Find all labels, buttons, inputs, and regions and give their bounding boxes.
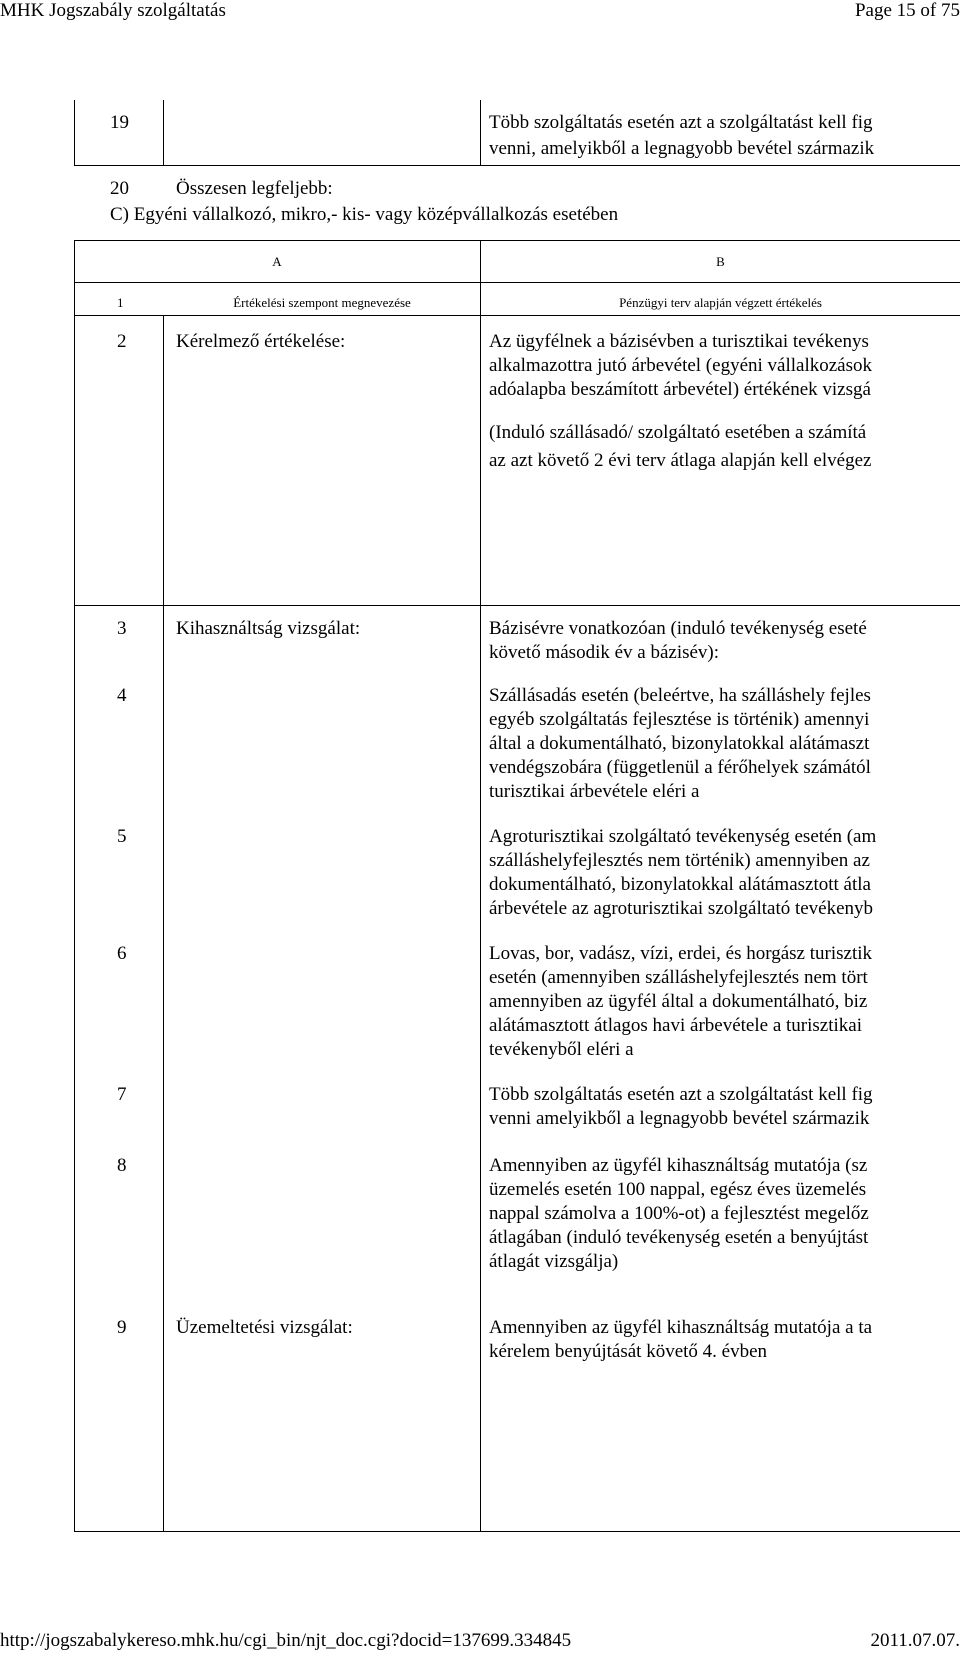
row-text-line: (Induló szállásadó/ szolgáltató esetében a számítá — [489, 422, 867, 443]
row-text-line: Agroturisztikai szolgáltató tevékenység esetén (am — [489, 826, 877, 847]
row-number: 7 — [117, 1084, 127, 1105]
table-border-left — [74, 240, 75, 1532]
table-col-divider — [163, 315, 164, 1532]
table-row-divider — [74, 165, 960, 166]
table-border-left — [74, 100, 75, 166]
section-title: C) Egyéni vállalkozó, mikro,- kis- vagy középvállalkozás esetében — [110, 204, 619, 225]
row-description — [489, 330, 960, 402]
print-date: 2011.07.07. — [870, 1630, 960, 1651]
table-border-bottom — [74, 1531, 960, 1532]
column-header-a: A — [272, 254, 282, 269]
column-header-b: B — [716, 254, 725, 269]
row-description — [489, 1316, 960, 1364]
row-text-line: átlagát vizsgálja) — [489, 1251, 619, 1272]
table-border-top — [74, 240, 960, 241]
row-description — [489, 1083, 960, 1131]
row-text-line: venni amelyikből a legnagyobb bevétel származik — [489, 1108, 870, 1129]
row-text-line: szálláshelyfejlesztés nem történik) amennyiben az — [489, 850, 870, 871]
row-text-line: amennyiben az ügyfél által a dokumentálható, biz — [489, 991, 868, 1012]
row-number: 19 — [110, 112, 129, 133]
row-number: 1 — [117, 295, 124, 310]
row-number: 9 — [117, 1317, 127, 1338]
row-number: 20 — [110, 178, 129, 199]
row-note — [489, 421, 960, 473]
page-header-title: MHK Jogszabály szolgáltatás — [0, 0, 226, 21]
table-row-divider — [74, 605, 960, 606]
row-description — [489, 617, 960, 665]
row-text-line: Amennyiben az ügyfél kihasználtság mutatója (sz — [489, 1155, 868, 1176]
row-label: Kérelmező értékelése: — [176, 331, 346, 352]
row-number: 5 — [117, 826, 127, 847]
row-text-line: adóalapba beszámított árbevétel) értékének vizsgá — [489, 379, 871, 400]
row-text-line: egyéb szolgáltatás fejlesztése is történik) amennyi — [489, 709, 870, 730]
row-text-line: követő második év a bázisév): — [489, 642, 720, 663]
row-number: 3 — [117, 618, 127, 639]
row-text-line: árbevétele az agroturisztikai szolgáltató tevékenyb — [489, 898, 874, 919]
row-description — [489, 1154, 960, 1274]
row-number: 4 — [117, 685, 127, 706]
row-text-line: kérelem benyújtását követő 4. évben — [489, 1341, 768, 1362]
row-text-line: tevékenyből eléri a — [489, 1039, 634, 1060]
table-col-divider — [480, 100, 481, 166]
row-description — [489, 942, 960, 1062]
table-row-divider — [74, 282, 960, 283]
row-number: 8 — [117, 1155, 127, 1176]
row-text-line: nappal számolva a 100%-ot) a fejlesztést megelőz — [489, 1203, 869, 1224]
row-text-line: az azt követő 2 évi terv átlaga alapján kell elvégez — [489, 450, 872, 471]
row-text-line: alátámasztott átlagos havi árbevétele a turisztikai — [489, 1015, 862, 1036]
row-label: Üzemeltetési vizsgálat: — [176, 1317, 353, 1338]
row-text-line: által a dokumentálható, bizonylatokkal alátámaszt — [489, 733, 870, 754]
table-col-divider — [480, 240, 481, 1532]
row-text-line: átlagában (induló tevékenység esetén a benyújtást — [489, 1227, 869, 1248]
row-text-line: dokumentálható, bizonylatokkal alátámasztott átla — [489, 874, 871, 895]
row-text-line: Lovas, bor, vadász, vízi, erdei, és horgász turisztik — [489, 943, 872, 964]
row-text-line: Amennyiben az ügyfél kihasználtság mutatója a ta — [489, 1317, 873, 1338]
row-description — [489, 825, 960, 921]
row-label: Kihasználtság vizsgálat: — [176, 618, 361, 639]
row-number: 6 — [117, 943, 127, 964]
page-number: Page 15 of 75 — [854, 0, 960, 21]
row-description — [489, 684, 960, 804]
column-title-b: Pénzügyi terv alapján végzett értékelés — [619, 295, 822, 310]
row-text-line: Több szolgáltatás esetén azt a szolgáltatást kell fig — [489, 112, 873, 133]
row-text-line: üzemelés esetén 100 nappal, egész éves üzemelés — [489, 1179, 867, 1200]
row-number: 2 — [117, 331, 127, 352]
row-text-line: Szállásadás esetén (beleértve, ha szálláshely fejles — [489, 685, 871, 706]
row-text-line: venni, amelyikből a legnagyobb bevétel származik — [489, 138, 875, 159]
row-text-line: turisztikai árbevétele eléri a — [489, 781, 700, 802]
row-label: Összesen legfeljebb: — [176, 178, 333, 199]
row-text-line: Több szolgáltatás esetén azt a szolgáltatást kell fig — [489, 1084, 873, 1105]
row-text-line: Az ügyfélnek a bázisévben a turisztikai tevékenys — [489, 331, 869, 352]
row-text-line: alkalmazottra jutó árbevétel (egyéni vállalkozások — [489, 355, 872, 376]
source-url-link[interactable]: http://jogszabalykereso.mhk.hu/cgi_bin/njt_doc.cgi?docid=137699.334845 — [0, 1630, 572, 1651]
table-col-divider — [163, 100, 164, 166]
row-text-line: Bázisévre vonatkozóan (induló tevékenység eseté — [489, 618, 867, 639]
row-text-line: esetén (amennyiben szálláshelyfejlesztés nem tört — [489, 967, 868, 988]
table-row-divider — [74, 315, 960, 316]
row-text-line: vendégszobára (függetlenül a férőhelyek számától — [489, 757, 871, 778]
column-title-a: Értékelési szempont megnevezése — [233, 295, 411, 310]
